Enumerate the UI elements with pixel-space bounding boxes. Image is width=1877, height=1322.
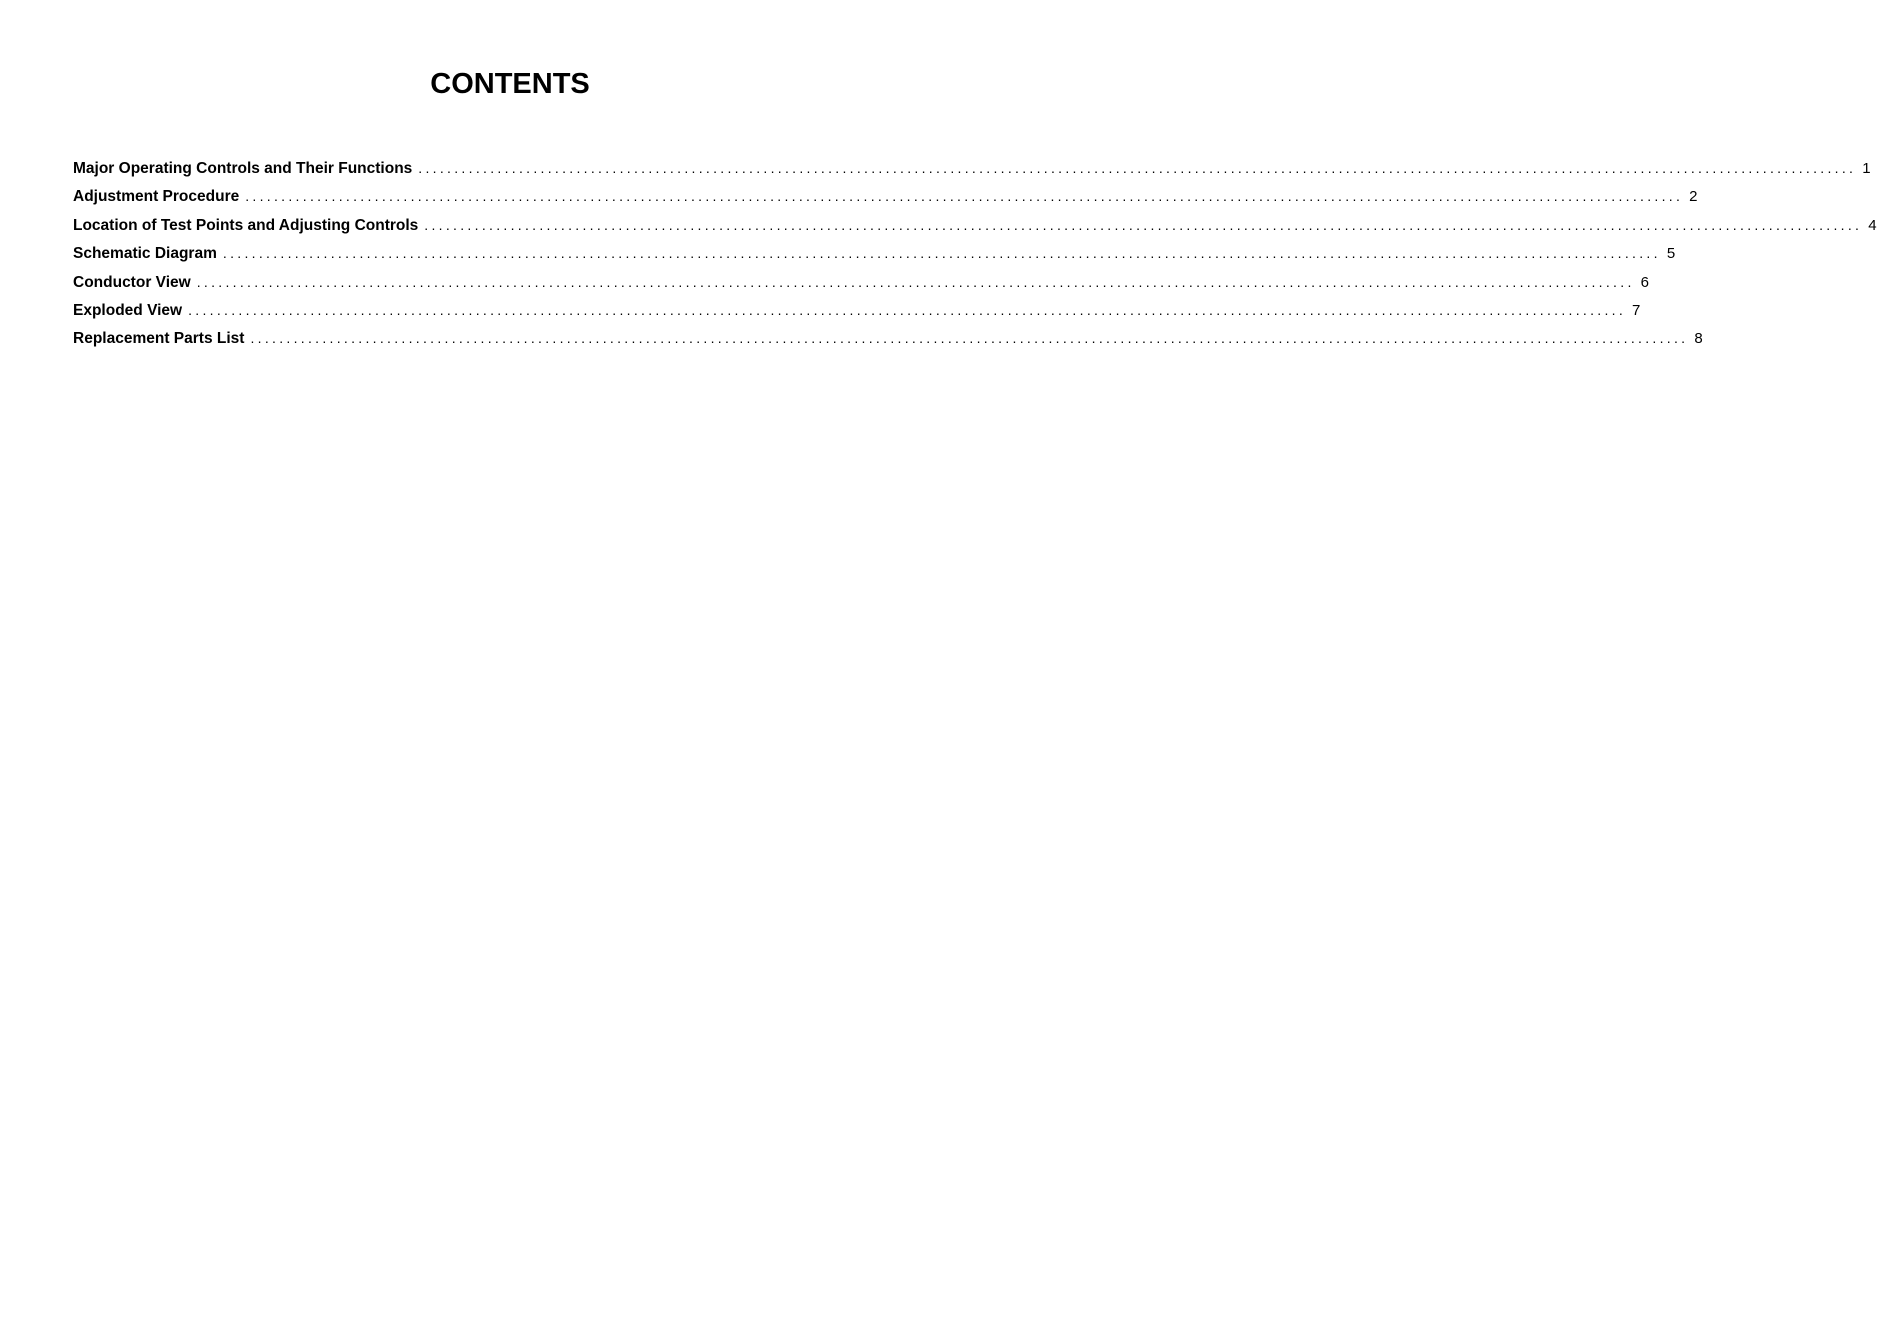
dot-leader: ........................................................................................................................................................................................................ (245, 188, 1684, 205)
toc-entry-title: Location of Test Points and Adjusting Controls (73, 216, 419, 234)
toc-entry-exploded-view[interactable] (73, 301, 1641, 330)
toc-entry-title: Exploded View (73, 301, 183, 319)
toc-entry-page-number: 8 (1694, 330, 1703, 348)
toc-entry-location-of-test-points[interactable] (73, 216, 1877, 245)
dot-leader: ........................................................................................................................................................................................................ (196, 273, 1635, 290)
toc-entry-title: Schematic Diagram (73, 245, 217, 263)
page-title: CONTENTS (430, 68, 590, 100)
dot-leader: ........................................................................................................................................................................................................ (222, 245, 1661, 262)
toc-entry-title: Adjustment Procedure (73, 188, 240, 206)
toc-entry-conductor-view[interactable] (73, 273, 1649, 302)
toc-entry-adjustment-procedure[interactable] (73, 188, 1698, 216)
toc-entry-schematic-diagram[interactable] (73, 245, 1676, 273)
dot-leader: ........................................................................................................................................................................................................ (188, 301, 1627, 318)
dot-leader: ........................................................................................................................................................................................................ (250, 330, 1689, 347)
toc-entry-page-number: 7 (1632, 301, 1641, 319)
toc-entry-title: Major Operating Controls and Their Functions (73, 160, 413, 177)
toc-entry-page-number: 1 (1862, 160, 1871, 177)
toc-entry-replacement-parts-list[interactable] (73, 330, 1703, 358)
toc-entry-title: Conductor View (73, 273, 191, 291)
dot-leader: ........................................................................................................................................................................................................ (418, 160, 1857, 176)
toc-entry-page-number: 4 (1868, 216, 1877, 234)
toc-entry-page-number: 2 (1689, 188, 1698, 206)
toc-entry-page-number: 6 (1640, 273, 1649, 291)
dot-leader: ........................................................................................................................................................................................................ (424, 216, 1863, 233)
toc-entry-page-number: 5 (1666, 245, 1676, 263)
table-of-contents (73, 160, 1877, 359)
toc-entry-major-operating-controls[interactable] (73, 160, 1871, 188)
toc-entry-title: Replacement Parts List (73, 330, 245, 348)
